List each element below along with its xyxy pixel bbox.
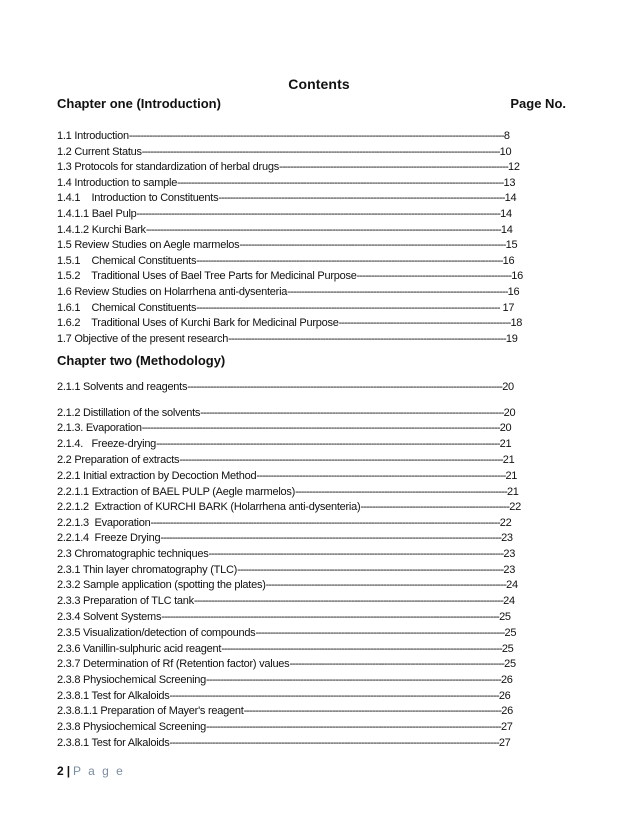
page-number-column-label: Page No. <box>510 96 566 111</box>
toc-entry <box>57 223 530 237</box>
toc-dash-leader: -------------------------------------------------------------------------------------------------- <box>221 643 502 655</box>
toc-entry-title: 1.5.1 Chemical Constituents <box>57 254 197 267</box>
toc-entry <box>57 626 528 640</box>
toc-entry-title: 2.2.1.3 Evaporation <box>57 517 151 529</box>
toc-entry-page: 18 <box>510 317 523 330</box>
toc-entry-title: 2.3.4 Solvent Systems <box>57 611 162 623</box>
toc-entry <box>57 689 528 703</box>
toc-dash-leader: -------------------------------------------------------------------------------------------------------------------------- <box>150 517 500 529</box>
toc-entry-page: 24 <box>503 595 515 607</box>
toc-entry-title: 1.3 Protocols for standardization of herbal drugs <box>57 161 279 174</box>
toc-entry-page: 16 <box>507 286 520 298</box>
toc-entry-page: 27 <box>498 737 511 749</box>
toc-dash-leader: ----------------------------------------------------------------------------------------------------------- <box>196 254 503 267</box>
chapter-two-heading: Chapter two (Methodology) <box>57 353 226 368</box>
toc-dash-leader: ------------------------------------------------------------------------------------------------------- <box>206 721 501 733</box>
toc-dash-leader: --------------------------------------------------------------------------------------- <box>255 627 505 639</box>
toc-dash-leader: ------------------------------------------------------ <box>356 270 512 283</box>
toc-entry-title: 2.2.1.2 Extraction of KURCHI BARK (Holarrhena anti-dysenteria) <box>57 501 361 513</box>
toc-entry <box>57 191 531 205</box>
toc-entry-title: 2.3.7 Determination of Rf (Retention factor) values <box>57 658 290 670</box>
toc-dash-leader: ------------------------------------------------------------------------------------------------------------------- <box>169 737 499 749</box>
toc-entry-title: 1.5 Review Studies on Aegle marmelos <box>57 239 240 252</box>
toc-entry-page: 26 <box>500 674 513 686</box>
toc-entry <box>57 380 530 394</box>
toc-entry-title: 1.4.1.1 Bael Pulp <box>57 208 137 220</box>
toc-entry-page: 25 <box>499 611 511 623</box>
toc-entry <box>57 285 531 299</box>
toc-entry-page: 21 <box>499 438 512 450</box>
toc-dash-leader: ---------------------------------------------------------------------------------------------------------- <box>196 301 500 314</box>
toc-entry-page: 12 <box>508 161 520 174</box>
toc-entry <box>57 269 531 283</box>
toc-dash-leader: --------------------------------------------------------------------------- <box>289 658 505 670</box>
toc-dash-leader: ---------------------------------------------------------------------------------------------------- <box>218 192 505 205</box>
toc-entry-title: 1.1 Introduction <box>57 130 129 142</box>
toc-entry <box>57 578 530 592</box>
toc-entry-title: 1.2 Current Status <box>57 145 142 158</box>
toc-dash-leader: ---------------------------------------------------------------------------------------------------------------------------- <box>145 223 501 236</box>
toc-entry-title: 2.1.1 Solvents and reagents <box>57 381 188 393</box>
toc-entry-title: 2.3.8.1 Test for Alkaloids <box>57 737 170 749</box>
toc-entry <box>57 516 530 530</box>
toc-dash-leader: ------------------------------------------------------------------------------------------------------- <box>206 674 501 686</box>
toc-entry <box>57 437 530 451</box>
toc-entry-page: 8 <box>503 130 510 142</box>
toc-entry-title: 2.2.1.1 Extraction of BAEL PULP (Aegle marmelos) <box>57 486 296 498</box>
toc-dash-leader: -------------------------------------------------------------------------------------------------------------- <box>187 381 503 393</box>
toc-dash-leader: -------------------------------------------------------------------------------- <box>278 161 509 174</box>
toc-entry-page: 23 <box>503 548 516 560</box>
toc-dash-leader: --------------------------------------------------------------------------------------------- <box>237 564 504 576</box>
toc-entry-title: 1.6 Review Studies on Holarrhena anti-dysenteria <box>57 286 288 298</box>
toc-entry-title: 2.2 Preparation of extracts <box>57 454 180 466</box>
toc-entry-title: 1.7 Objective of the present research <box>57 332 229 345</box>
toc-entry-title: 2.3.8 Physiochemical Screening <box>57 721 207 733</box>
footer-page-number: 2 <box>57 764 64 778</box>
toc-dash-leader: ----------------------------------------------------------------------------------------------------------------------------- <box>141 145 500 158</box>
footer-separator: | <box>66 764 71 778</box>
toc-entry-title: 2.3.8.1.1 Preparation of Mayer's reagent <box>57 705 244 717</box>
toc-entry-page: 20 <box>503 407 516 419</box>
toc-entry <box>57 316 531 330</box>
toc-entry-title: 2.2.1.4 Freeze Drying <box>57 532 161 544</box>
toc-entry-page: 20 <box>499 422 512 434</box>
toc-dash-leader: ------------------------------------------------------------------------------------------------------------------------ <box>156 438 500 450</box>
toc-dash-leader: ------------------------------------------------------------ <box>338 317 511 330</box>
toc-dash-leader: ----------------------------------------------------------------------------- <box>287 286 508 298</box>
toc-entry-page: 14 <box>500 208 512 220</box>
toc-entry-page: 16 <box>502 254 515 267</box>
toc-entry-page: 20 <box>502 381 514 393</box>
toc-dash-leader: ---------------------------------------------------------------------------------------------------------- <box>200 407 504 419</box>
toc-entry-page: 15 <box>505 239 518 252</box>
toc-dash-leader: ----------------------------------------------------------------------------------------------------------------------------------- <box>128 130 504 142</box>
toc-entry-page: 27 <box>500 721 513 733</box>
toc-entry <box>57 453 530 467</box>
toc-entry-title: 2.3.5 Visualization/detection of compounds <box>57 627 256 639</box>
chapter-one-heading-row <box>57 96 566 111</box>
toc-entry-title: 1.6.1 Chemical Constituents <box>57 301 197 314</box>
toc-dash-leader: ---------------------------------------------------------------------------------------------------------------------- <box>161 611 500 623</box>
toc-entry-title: 1.4.1.2 Kurchi Bark <box>57 223 146 236</box>
toc-entry-title: 2.3.8 Physiochemical Screening <box>57 674 207 686</box>
toc-entry-title: 2.1.3. Evaporation <box>57 422 142 434</box>
toc-entry-page: 22 <box>499 517 512 529</box>
toc-entry-page: 23 <box>501 532 513 544</box>
page-title: Contents <box>288 76 350 92</box>
toc-dash-leader: ------------------------------------------------------------------------------------ <box>265 579 507 591</box>
toc-entry-title: 2.3 Chromatographic techniques <box>57 548 209 560</box>
toc-dash-leader: --------------------------------------------------------------------------------------- <box>256 470 506 482</box>
toc-entry <box>57 673 528 687</box>
toc-entry <box>57 176 531 190</box>
toc-entry-title: 2.3.1 Thin layer chromatography (TLC) <box>57 564 238 576</box>
toc-dash-leader: ------------------------------------------------------------------------------------------------------------------ <box>177 176 504 189</box>
toc-entry <box>57 704 528 718</box>
toc-dash-leader: --------------------------------------------------------------------------------------------- <box>239 239 506 252</box>
toc-dash-leader: ------------------------------------------------------------------------------------------------------------ <box>193 595 504 607</box>
toc-entry-title: 2.3.3 Preparation of TLC tank <box>57 595 194 607</box>
toc-dash-leader: ------------------------------------------------------------------------------------------------------------------- <box>169 690 499 702</box>
footer-page-label: P a g e <box>73 764 125 778</box>
toc-entry <box>57 720 528 734</box>
toc-dash-leader: ----------------------------------------------------------------------------------------------------------------------- <box>160 532 502 544</box>
toc-entry-page: 14 <box>500 223 513 236</box>
toc-entry-page: 19 <box>505 332 518 345</box>
toc-dash-leader: ----------------------------------------------------------------------------------------------------------------- <box>179 454 503 466</box>
toc-entry <box>57 145 531 159</box>
toc-entry <box>57 160 531 174</box>
toc-entry <box>57 301 531 315</box>
toc-entry-page: 16 <box>511 270 523 283</box>
toc-entry <box>57 594 530 608</box>
toc-entry-page: 26 <box>498 690 511 702</box>
toc-entry-page: 22 <box>509 501 522 513</box>
toc-entry <box>57 610 528 624</box>
toc-dash-leader: -------------------------------------------------------------------------- <box>295 486 507 498</box>
toc-entry-page: 25 <box>504 658 516 670</box>
toc-entry <box>57 469 530 483</box>
toc-entry <box>57 207 531 221</box>
toc-entry-title: 2.2.1 Initial extraction by Decoction Method <box>57 470 257 482</box>
toc-entry-title: 2.3.6 Vanillin-sulphuric acid reagent <box>57 643 222 655</box>
toc-entry-page: 21 <box>505 470 518 482</box>
toc-entry <box>57 500 530 514</box>
toc-entry-title: 2.1.4. Freeze-drying <box>57 438 157 450</box>
toc-entry <box>57 657 528 671</box>
toc-entry-title: 1.5.2 Traditional Uses of Bael Tree Parts for Medicinal Purpose <box>57 270 357 283</box>
toc-entry-title: 2.3.2 Sample application (spotting the plates) <box>57 579 266 591</box>
toc-entry <box>57 563 530 577</box>
toc-entry <box>57 332 531 346</box>
toc-dash-leader: ------------------------------------------------------------------------------------------------- <box>228 332 506 345</box>
toc-entry-page: 23 <box>503 564 516 576</box>
toc-entry-title: 1.4 Introduction to sample <box>57 176 178 189</box>
toc-entry <box>57 254 531 268</box>
toc-entry <box>57 421 530 435</box>
toc-entry-page: 25 <box>504 627 517 639</box>
toc-dash-leader: ------------------------------------------------------------------------------------------------------------------------------- <box>136 208 501 220</box>
toc-entry <box>57 547 530 561</box>
toc-entry-page: 10 <box>499 145 512 158</box>
toc-dash-leader: ---------------------------------------------------- <box>360 501 510 513</box>
toc-entry <box>57 129 530 143</box>
toc-entry-page: 13 <box>503 176 516 189</box>
toc-entry <box>57 642 528 656</box>
toc-dash-leader: ------------------------------------------------------------------------------------------ <box>243 705 502 717</box>
toc-entry-page: 26 <box>501 705 513 717</box>
toc-entry-page: 21 <box>502 454 515 466</box>
toc-entry <box>57 238 531 252</box>
chapter-one-heading: Chapter one (Introduction) <box>57 96 221 111</box>
toc-entry <box>57 736 528 750</box>
toc-entry-page: 25 <box>501 643 514 655</box>
toc-entry-page: 17 <box>499 301 515 314</box>
page-footer <box>57 764 125 778</box>
toc-entry <box>57 531 530 545</box>
toc-dash-leader: ------------------------------------------------------------------------------------------------------- <box>208 548 504 560</box>
toc-entry-title: 1.4.1 Introduction to Constituents <box>57 192 219 205</box>
toc-entry <box>57 406 530 420</box>
toc-entry-page: 14 <box>504 192 517 205</box>
toc-entry-page: 21 <box>506 486 519 498</box>
toc-entry-title: 1.6.2 Traditional Uses of Kurchi Bark for Medicinal Purpose <box>57 317 339 330</box>
toc-entry <box>57 485 530 499</box>
toc-entry-title: 2.3.8.1 Test for Alkaloids <box>57 690 170 702</box>
toc-dash-leader: ----------------------------------------------------------------------------------------------------------------------------- <box>141 422 500 434</box>
toc-entry-page: 24 <box>506 579 518 591</box>
toc-entry-title: 2.1.2 Distillation of the solvents <box>57 407 201 419</box>
